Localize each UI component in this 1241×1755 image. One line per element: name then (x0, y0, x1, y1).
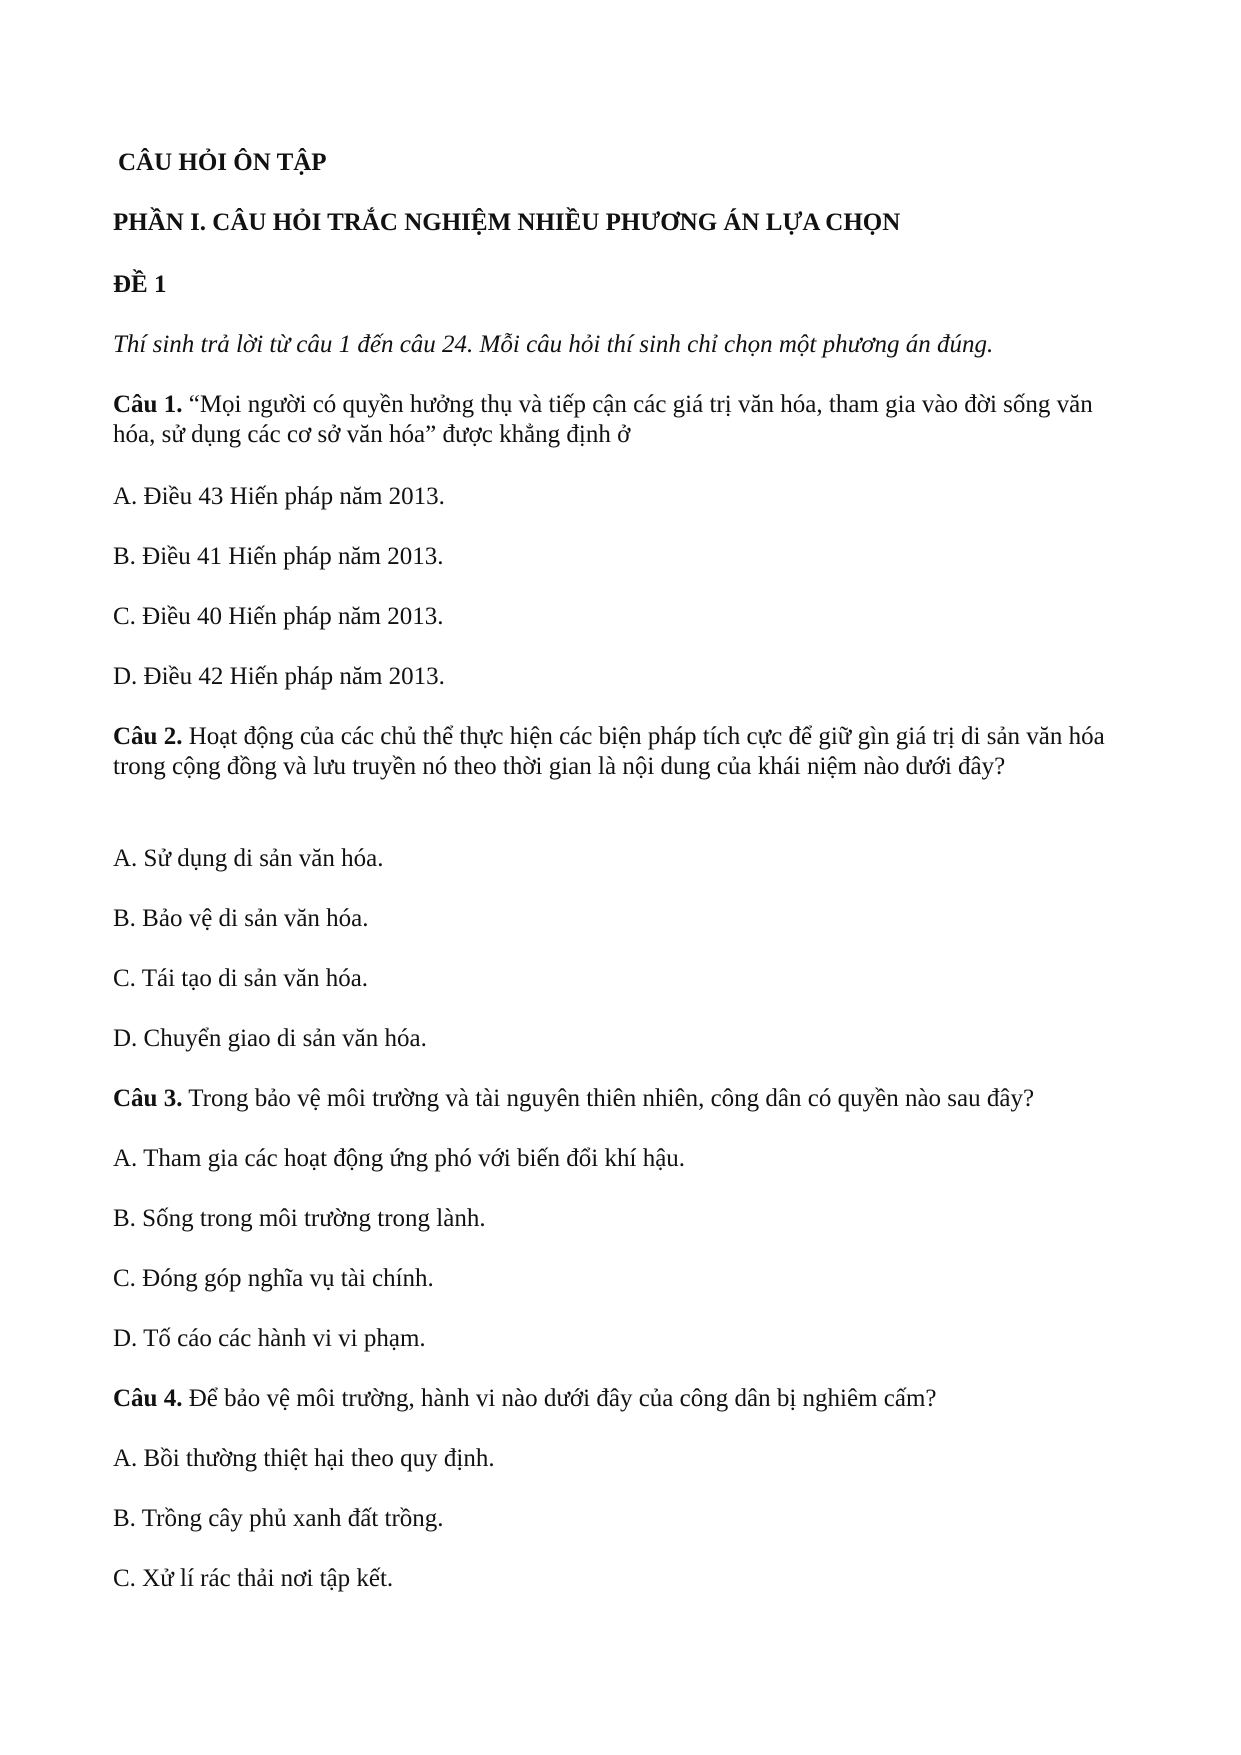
question-1-option-a[interactable]: A. Điều 43 Hiến pháp năm 2013. (113, 483, 445, 510)
question-2-option-b[interactable]: B. Bảo vệ di sản văn hóa. (113, 905, 369, 932)
question-1-option-b[interactable]: B. Điều 41 Hiến pháp năm 2013. (113, 543, 444, 570)
question-2-option-d[interactable]: D. Chuyển giao di sản văn hóa. (113, 1025, 427, 1052)
question-2-option-c[interactable]: C. Tái tạo di sản văn hóa. (113, 965, 369, 992)
question-3-option-a[interactable]: A. Tham gia các hoạt động ứng phó với biến đổi khí hậu. (113, 1145, 686, 1172)
question-1-label: Câu 1. (113, 391, 183, 418)
question-4-option-c[interactable]: C. Xử lí rác thải nơi tập kết. (113, 1565, 394, 1592)
question-4-text: Để bảo vệ môi trường, hành vi nào dưới đây của công dân bị nghiêm cấm? (182, 1385, 937, 1412)
question-4 (113, 1384, 1133, 1414)
question-1-option-c[interactable]: C. Điều 40 Hiến pháp năm 2013. (113, 603, 444, 630)
question-2-label: Câu 2. (113, 723, 183, 750)
question-4-option-a[interactable]: A. Bồi thường thiệt hại theo quy định. (113, 1445, 495, 1472)
question-2-option-a[interactable]: A. Sử dụng di sản văn hóa. (113, 845, 384, 872)
question-3-option-d[interactable]: D. Tố cáo các hành vi vi phạm. (113, 1325, 426, 1352)
question-3-option-c[interactable]: C. Đóng góp nghĩa vụ tài chính. (113, 1265, 434, 1292)
doc-title: CÂU HỎI ÔN TẬP (118, 149, 327, 176)
question-4-label: Câu 4. (113, 1385, 183, 1412)
question-1-option-d[interactable]: D. Điều 42 Hiến pháp năm 2013. (113, 663, 445, 690)
instruction-text: Thí sinh trả lời từ câu 1 đến câu 24. Mỗi câu hỏi thí sinh chỉ chọn một phương án đúng. (113, 331, 994, 358)
question-1 (113, 390, 1133, 450)
part-heading: PHẦN I. CÂU HỎI TRẮC NGHIỆM NHIỀU PHƯƠNG ÁN LỰA CHỌN (113, 209, 901, 236)
question-4-option-b[interactable]: B. Trồng cây phủ xanh đất trồng. (113, 1505, 444, 1532)
exam-heading: ĐỀ 1 (113, 271, 167, 298)
question-3-text: Trong bảo vệ môi trường và tài nguyên thiên nhiên, công dân có quyền nào sau đây? (182, 1085, 1035, 1112)
question-2 (113, 722, 1133, 782)
question-3-label: Câu 3. (113, 1085, 183, 1112)
question-1-text: “Mọi người có quyền hưởng thụ và tiếp cận các giá trị văn hóa, tham gia vào đời sống văn hóa, sử dụng các cơ sở văn hóa” được khẳng định ở (113, 391, 1093, 448)
question-2-text: Hoạt động của các chủ thể thực hiện các biện pháp tích cực để giữ gìn giá trị di sản văn hóa trong cộng đồng và lưu truyền nó theo thời gian là nội dung của khái niệm nào dưới đây? (113, 723, 1105, 780)
question-3-option-b[interactable]: B. Sống trong môi trường trong lành. (113, 1205, 486, 1232)
question-3 (113, 1084, 1133, 1114)
